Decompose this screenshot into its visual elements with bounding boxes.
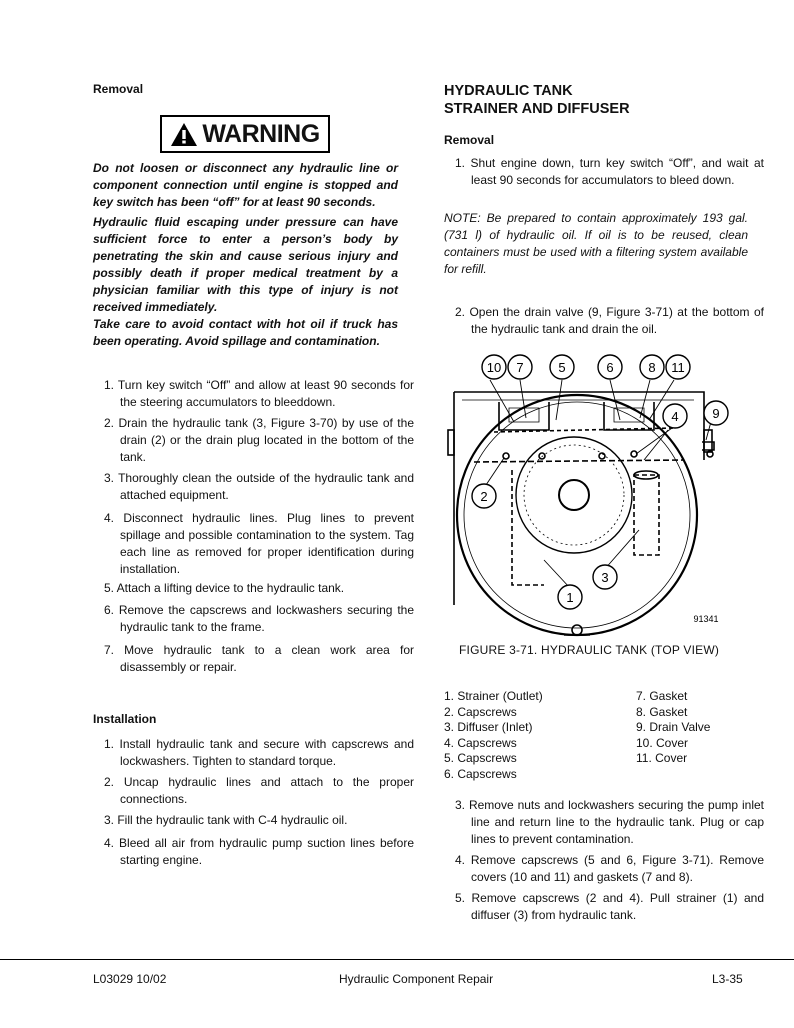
- callout-10: [482, 355, 506, 379]
- callout-1: [558, 585, 582, 609]
- section-title-line-1: HYDRAULIC TANK: [444, 83, 573, 99]
- removal-step-3: 3. Thoroughly clean the outside of the hydraulic tank and attached equipment.: [104, 471, 414, 502]
- svg-text:3: 3: [601, 570, 609, 585]
- svg-text:8: 8: [648, 360, 656, 375]
- callout-2: [472, 484, 496, 508]
- svg-text:11: 11: [671, 360, 685, 375]
- legend-item: 1. Strainer (Outlet): [444, 689, 543, 703]
- legend-item: 4. Capscrews: [444, 735, 517, 750]
- removal-step-4: 4. Disconnect hydraulic lines. Plug lines to prevent spillage and possible contamination to the system. Tag each line as removed for proper identification during installation.: [104, 511, 414, 576]
- svg-text:7: 7: [516, 360, 524, 375]
- legend-item: 7. Gasket: [636, 689, 688, 703]
- callout-9: [704, 401, 728, 425]
- right-step-5: 5. Remove capscrews (2 and 4). Pull strainer (1) and diffuser (3) from hydraulic tank.: [455, 891, 764, 922]
- warning-paragraph-1: Do not loosen or disconnect any hydraulic line or component connection until engine is stopped and key switch has been “off” for at least 90 seconds.: [93, 161, 398, 209]
- callout-4: [663, 404, 687, 428]
- legend-left: [444, 689, 543, 782]
- hydraulic-tank-figure: [444, 350, 744, 640]
- callout-7: [508, 355, 532, 379]
- svg-text:4: 4: [671, 409, 679, 424]
- svg-text:5: 5: [558, 360, 566, 375]
- svg-text:9: 9: [712, 406, 720, 421]
- svg-text:6: 6: [606, 360, 614, 375]
- section-title-line-2: STRAINER AND DIFFUSER: [444, 101, 630, 117]
- callout-8: [640, 355, 664, 379]
- callout-5: [550, 355, 574, 379]
- svg-text:2: 2: [480, 489, 488, 504]
- removal-step-7: 7. Move hydraulic tank to a clean work area for disassembly or repair.: [104, 643, 414, 674]
- warning-triangle-icon: [170, 122, 198, 147]
- installation-step-1: 1. Install hydraulic tank and secure with capscrews and lockwashers. Tighten to standard torque.: [104, 737, 414, 768]
- installation-heading: Installation: [93, 712, 157, 726]
- removal-heading-right: Removal: [444, 133, 495, 147]
- installation-step-2: 2. Uncap hydraulic lines and attach to the proper connections.: [104, 775, 414, 806]
- removal-step-1: 1. Turn key switch “Off” and allow at least 90 seconds for the steering accumulators to bleeddown.: [104, 378, 414, 409]
- warning-paragraph-2: Hydraulic fluid escaping under pressure can have sufficient force to enter a person’s body by penetrating the skin and cause serious injury and possibly death if proper medical treatment by a physician familiar with this type of injury is not received immediately.: [93, 215, 398, 314]
- legend-item: 5. Capscrews: [444, 751, 517, 765]
- section-title: [444, 82, 630, 118]
- callout-3: [593, 565, 617, 589]
- warning-label-box: [160, 115, 330, 153]
- removal-step-5: 5. Attach a lifting device to the hydraulic tank.: [104, 581, 345, 595]
- legend-item: 6. Capscrews: [444, 766, 517, 781]
- legend-item: 9. Drain Valve: [636, 720, 711, 734]
- legend-item: 2. Capscrews: [444, 704, 517, 719]
- footer-doc-id: L03029 10/02: [93, 972, 167, 986]
- figure-caption: FIGURE 3-71. HYDRAULIC TANK (TOP VIEW): [459, 643, 720, 657]
- legend-item: 3. Diffuser (Inlet): [444, 720, 533, 734]
- removal-step-2: 2. Drain the hydraulic tank (3, Figure 3-70) by use of the drain (2) or the drain plug located in the bottom of the tank.: [104, 416, 414, 464]
- warning-paragraph-3: Take care to avoid contact with hot oil if truck has been operating. Avoid spillage and contamination.: [93, 317, 398, 348]
- svg-text:1: 1: [566, 590, 574, 605]
- svg-text:10: 10: [486, 360, 502, 375]
- legend-item: 11. Cover: [636, 751, 688, 765]
- right-step-4: 4. Remove capscrews (5 and 6, Figure 3-71). Remove covers (10 and 11) and gaskets (7 and 8).: [455, 853, 764, 884]
- removal-heading-left: Removal: [93, 82, 144, 96]
- legend-item: 8. Gasket: [636, 704, 688, 719]
- installation-step-4: 4. Bleed all air from hydraulic pump suction lines before starting engine.: [104, 836, 414, 867]
- removal-step-6: 6. Remove the capscrews and lockwashers securing the hydraulic tank to the frame.: [104, 603, 414, 634]
- footer-page-number: L3-35: [712, 972, 743, 986]
- right-step-3: 3. Remove nuts and lockwashers securing the pump inlet line and return line to the hydraulic tank. Plug or cap lines to prevent contamination.: [455, 798, 764, 846]
- legend-right: [636, 689, 710, 767]
- installation-step-3: 3. Fill the hydraulic tank with C-4 hydraulic oil.: [104, 813, 348, 827]
- legend-item: 10. Cover: [636, 735, 689, 750]
- figure-code: 91341: [693, 614, 719, 624]
- callout-6: [598, 355, 622, 379]
- right-step-1: 1. Shut engine down, turn key switch “Off”, and wait at least 90 seconds for accumulators to bleed down.: [455, 156, 764, 187]
- right-step-2: 2. Open the drain valve (9, Figure 3-71) at the bottom of the hydraulic tank and drain the oil.: [455, 305, 764, 336]
- footer-rule: [0, 959, 794, 960]
- capacity-note: NOTE: Be prepared to contain approximately 193 gal. (731 l) of hydraulic oil. If oil is to be reused, clean containers must be used with a filtering system available for refill.: [444, 211, 748, 276]
- footer-section: Hydraulic Component Repair: [339, 972, 494, 986]
- warning-label: WARNING: [202, 119, 320, 148]
- callout-11: [666, 355, 690, 379]
